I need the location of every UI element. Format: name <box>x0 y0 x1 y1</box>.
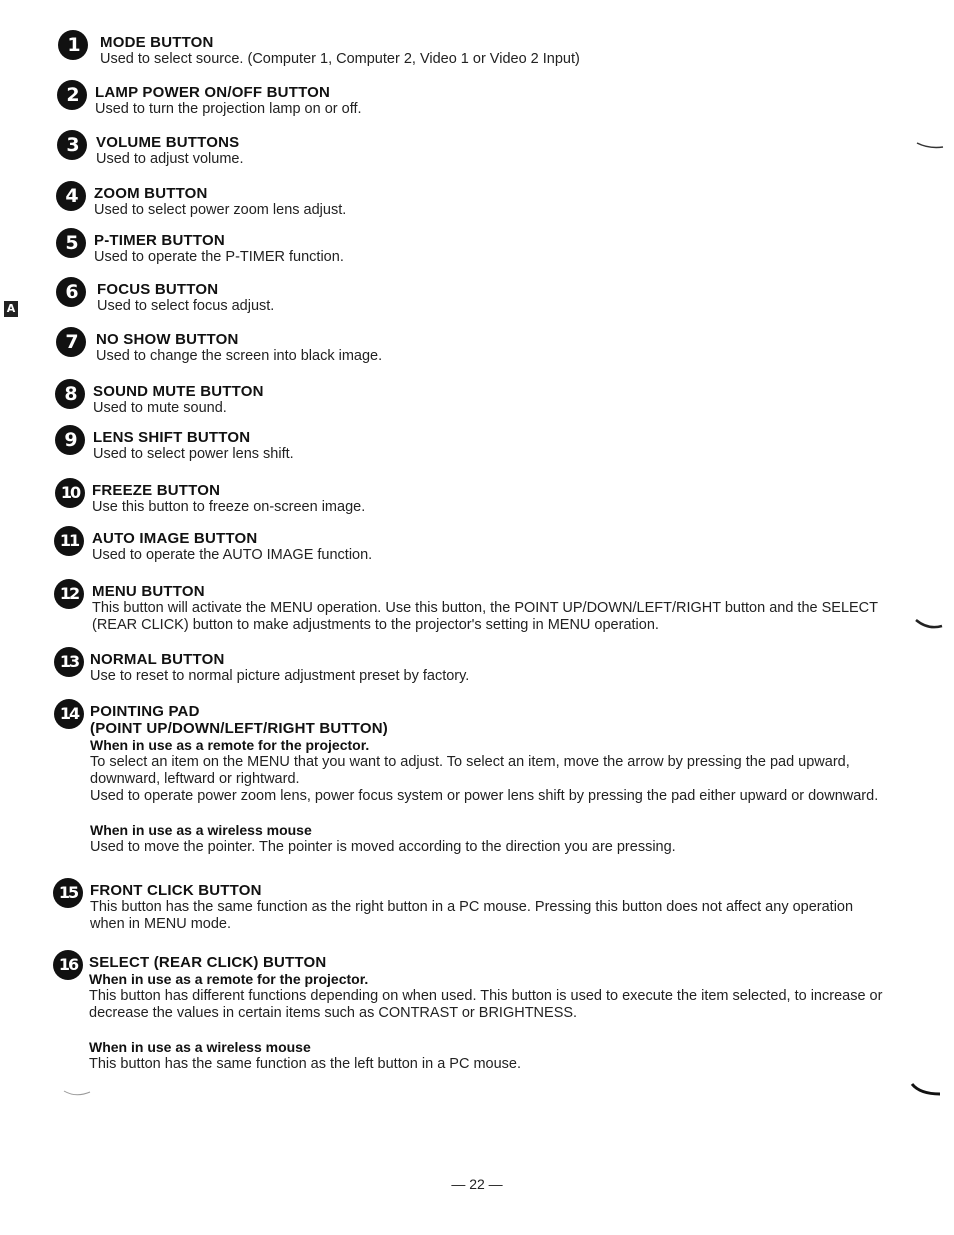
page-number: — 22 — <box>451 1176 503 1192</box>
item-title: VOLUME BUTTONS <box>96 134 240 151</box>
item-title: P-TIMER BUTTON <box>94 232 225 249</box>
item-title: FREEZE BUTTON <box>92 482 221 499</box>
number-badge: 8 <box>55 379 85 409</box>
number-badge: 1 <box>58 30 88 60</box>
number-badge: 2 <box>57 80 87 110</box>
item-title: NORMAL BUTTON <box>90 651 225 668</box>
item-title: ZOOM BUTTON <box>94 185 208 202</box>
item-description: Used to mute sound. <box>93 400 227 416</box>
number-badge: 12 <box>54 579 84 609</box>
number-badge: 15 <box>53 878 83 908</box>
item-description: Used to move the pointer. The pointer is moved according to the direction you are pressing. <box>90 839 676 855</box>
item-description: Used to operate the P-TIMER function. <box>94 249 344 265</box>
item-description: Use this button to freeze on-screen image. <box>92 499 366 515</box>
item-description: This button will activate the MENU operation. Use this button, the POINT UP/DOWN/LEFT/RIGHT button and the SELECT (REAR CLICK) button to make adjustments to the projector's setting in MENU operation. <box>92 600 878 633</box>
item-subheading: When in use as a remote for the projector. <box>89 971 369 987</box>
item-description: This button has different functions depending on when used. This button is used to execute the item selected, to increase or decrease the values in certain items such as CONTRAST or BRIGHTNESS. <box>89 988 883 1021</box>
scan-mark <box>62 1088 92 1102</box>
item-subheading: When in use as a wireless mouse <box>89 1039 311 1055</box>
item-title: NO SHOW BUTTON <box>96 331 239 348</box>
item-subheading: When in use as a remote for the projector. <box>90 737 370 753</box>
number-badge: 9 <box>55 425 85 455</box>
number-badge: 16 <box>53 950 83 980</box>
number-badge: 13 <box>54 647 84 677</box>
item-description: Used to turn the projection lamp on or off. <box>95 101 362 117</box>
item-title: LAMP POWER ON/OFF BUTTON <box>95 84 331 101</box>
number-badge: 11 <box>54 526 84 556</box>
item-title: SELECT (REAR CLICK) BUTTON <box>89 954 327 971</box>
item-title: LENS SHIFT BUTTON <box>93 429 251 446</box>
scan-mark <box>915 135 945 155</box>
item-description: Used to select power zoom lens adjust. <box>94 202 347 218</box>
item-description: Used to select power lens shift. <box>93 446 294 462</box>
number-badge: 7 <box>56 327 86 357</box>
number-badge: 14 <box>54 699 84 729</box>
item-description: Used to operate the AUTO IMAGE function. <box>92 547 373 563</box>
item-subheading: When in use as a wireless mouse <box>90 822 312 838</box>
number-badge: 4 <box>56 181 86 211</box>
item-description: Use to reset to normal picture adjustment preset by factory. <box>90 668 470 684</box>
item-description: Used to operate power zoom lens, power focus system or power lens shift by pressing the pad either upward or downward. <box>90 788 879 804</box>
item-title: FOCUS BUTTON <box>97 281 219 298</box>
item-description: Used to change the screen into black image. <box>96 348 383 364</box>
scan-mark <box>908 1080 944 1102</box>
item-title: MODE BUTTON <box>100 34 214 51</box>
number-badge: 10 <box>55 478 85 508</box>
item-title: FRONT CLICK BUTTON <box>90 882 262 899</box>
section-tab: A <box>4 301 18 317</box>
item-title: AUTO IMAGE BUTTON <box>92 530 258 547</box>
item-description: This button has the same function as the left button in a PC mouse. <box>89 1056 522 1072</box>
scan-mark <box>912 612 946 634</box>
item-description: This button has the same function as the right button in a PC mouse. Pressing this button does not affect any operation when in MENU mode. <box>90 899 854 932</box>
item-description: Used to adjust volume. <box>96 151 244 167</box>
item-title-continued: (POINT UP/DOWN/LEFT/RIGHT BUTTON) <box>90 720 388 737</box>
number-badge: 6 <box>56 277 86 307</box>
number-badge: 5 <box>56 228 86 258</box>
item-title: POINTING PAD <box>90 703 200 720</box>
item-title: SOUND MUTE BUTTON <box>93 383 264 400</box>
item-description: Used to select source. (Computer 1, Computer 2, Video 1 or Video 2 Input) <box>100 51 580 67</box>
item-description: Used to select focus adjust. <box>97 298 275 314</box>
item-title: MENU BUTTON <box>92 583 205 600</box>
item-description: To select an item on the MENU that you want to adjust. To select an item, move the arrow by pressing the pad upward, downward, leftward or rightward. <box>90 754 850 787</box>
number-badge: 3 <box>57 130 87 160</box>
